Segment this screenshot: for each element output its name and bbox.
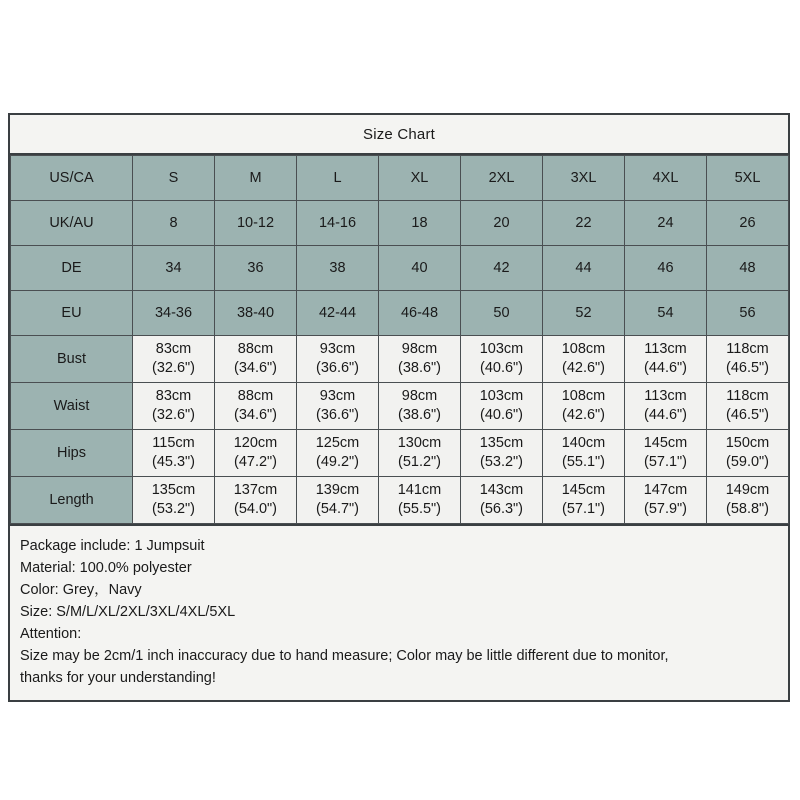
value-inch: (57.9") (643, 501, 688, 517)
table-cell: 52 (543, 291, 625, 336)
table-cell: 10-12 (215, 201, 297, 246)
value-inch: (44.6") (643, 407, 688, 423)
value-cm: 145cm (643, 435, 688, 452)
table-cell: 40 (379, 246, 461, 291)
value-inch: (55.5") (397, 501, 442, 517)
value-inch: (44.6") (643, 360, 688, 376)
table-cell (133, 336, 215, 383)
value-cm: 130cm (397, 435, 442, 452)
table-cell: 3XL (543, 156, 625, 201)
table-row (11, 477, 789, 524)
value-inch: (58.8") (725, 501, 770, 517)
table-row (11, 430, 789, 477)
value-cm: 120cm (233, 435, 278, 452)
value-inch: (45.3") (151, 454, 196, 470)
table-cell (543, 336, 625, 383)
value-cm: 147cm (643, 482, 688, 499)
table-cell: 34-36 (133, 291, 215, 336)
value-inch: (40.6") (479, 407, 524, 423)
table-cell: 18 (379, 201, 461, 246)
table-cell: 38-40 (215, 291, 297, 336)
table-row (11, 156, 789, 201)
value-cm: 88cm (237, 341, 274, 358)
value-inch: (47.2") (233, 454, 278, 470)
note-color: Color: Grey，Navy (20, 582, 142, 599)
table-cell (133, 430, 215, 477)
table-cell (379, 383, 461, 430)
table-cell (133, 477, 215, 524)
value-cm: 83cm (155, 341, 192, 358)
value-cm: 118cm (726, 341, 769, 358)
value-inch: (59.0") (725, 454, 770, 470)
table-cell (543, 383, 625, 430)
table-cell: 5XL (707, 156, 789, 201)
table-cell (625, 477, 707, 524)
row-label: Waist (11, 383, 133, 430)
size-chart-body (11, 156, 789, 524)
table-cell (707, 336, 789, 383)
table-cell: 36 (215, 246, 297, 291)
value-cm: 145cm (561, 482, 606, 499)
value-inch: (40.6") (479, 360, 524, 376)
value-cm: 143cm (479, 482, 524, 499)
note-disclaimer-line2: thanks for your understanding! (20, 670, 216, 687)
table-cell (297, 430, 379, 477)
size-chart-table (10, 155, 789, 524)
table-cell: 46-48 (379, 291, 461, 336)
table-cell (625, 383, 707, 430)
value-inch: (49.2") (315, 454, 360, 470)
size-chart-container (8, 113, 790, 702)
table-cell (215, 336, 297, 383)
table-cell: 42 (461, 246, 543, 291)
value-cm: 98cm (401, 341, 438, 358)
table-row (11, 383, 789, 430)
row-label: Bust (11, 336, 133, 383)
value-inch: (54.0") (233, 501, 278, 517)
table-row (11, 336, 789, 383)
table-cell: 46 (625, 246, 707, 291)
table-cell (133, 383, 215, 430)
table-cell (379, 336, 461, 383)
table-cell (379, 477, 461, 524)
value-inch: (42.6") (561, 360, 606, 376)
value-cm: 93cm (319, 388, 356, 405)
table-cell (625, 430, 707, 477)
table-cell: 14-16 (297, 201, 379, 246)
table-cell (215, 383, 297, 430)
note-attention-heading: Attention: (20, 626, 82, 643)
table-cell (461, 430, 543, 477)
table-cell (707, 383, 789, 430)
table-cell: 44 (543, 246, 625, 291)
table-cell (543, 430, 625, 477)
page-title: Size Chart (362, 125, 436, 143)
row-label: Hips (11, 430, 133, 477)
product-notes (10, 524, 788, 700)
table-cell (215, 430, 297, 477)
value-inch: (46.5") (725, 360, 770, 376)
value-inch: (53.2") (479, 454, 524, 470)
table-cell: 48 (707, 246, 789, 291)
table-cell (461, 383, 543, 430)
value-cm: 93cm (319, 341, 356, 358)
value-cm: 88cm (237, 388, 274, 405)
value-cm: 108cm (561, 341, 606, 358)
row-label: US/CA (11, 156, 133, 201)
value-inch: (57.1") (561, 501, 606, 517)
table-cell (707, 430, 789, 477)
value-cm: 118cm (726, 388, 769, 405)
row-label: Length (11, 477, 133, 524)
value-inch: (38.6") (397, 407, 442, 423)
value-cm: 139cm (315, 482, 360, 499)
table-cell: 54 (625, 291, 707, 336)
value-inch: (34.6") (233, 407, 278, 423)
value-cm: 115cm (152, 435, 195, 452)
value-cm: 113cm (644, 341, 687, 358)
table-cell: 22 (543, 201, 625, 246)
table-cell: 26 (707, 201, 789, 246)
value-cm: 135cm (151, 482, 196, 499)
value-cm: 140cm (561, 435, 606, 452)
table-cell: 8 (133, 201, 215, 246)
value-inch: (55.1") (561, 454, 606, 470)
row-label: UK/AU (11, 201, 133, 246)
table-cell: 4XL (625, 156, 707, 201)
table-cell: 42-44 (297, 291, 379, 336)
table-cell (625, 336, 707, 383)
value-cm: 150cm (725, 435, 770, 452)
value-cm: 98cm (401, 388, 438, 405)
table-row (11, 291, 789, 336)
table-cell (461, 336, 543, 383)
value-inch: (51.2") (397, 454, 442, 470)
value-inch: (36.6") (315, 407, 360, 423)
table-cell (461, 477, 543, 524)
table-cell: L (297, 156, 379, 201)
table-cell (543, 477, 625, 524)
value-inch: (53.2") (151, 501, 196, 517)
table-cell (297, 336, 379, 383)
row-label: EU (11, 291, 133, 336)
table-cell (379, 430, 461, 477)
value-cm: 125cm (315, 435, 360, 452)
table-cell (707, 477, 789, 524)
value-inch: (57.1") (643, 454, 688, 470)
table-cell: 38 (297, 246, 379, 291)
value-inch: (54.7") (315, 501, 360, 517)
table-cell: XL (379, 156, 461, 201)
value-cm: 135cm (479, 435, 524, 452)
note-disclaimer-line1: Size may be 2cm/1 inch inaccuracy due to hand measure; Color may be little different due to monitor, (20, 648, 669, 665)
value-inch: (42.6") (561, 407, 606, 423)
note-material: Material: 100.0% polyester (20, 560, 192, 577)
table-row (11, 246, 789, 291)
value-inch: (36.6") (315, 360, 360, 376)
table-cell: S (133, 156, 215, 201)
value-inch: (32.6") (151, 407, 196, 423)
table-cell (297, 383, 379, 430)
value-cm: 103cm (479, 388, 524, 405)
note-size: Size: S/M/L/XL/2XL/3XL/4XL/5XL (20, 604, 236, 621)
table-cell: M (215, 156, 297, 201)
table-row (11, 201, 789, 246)
value-cm: 113cm (644, 388, 687, 405)
value-cm: 141cm (397, 482, 442, 499)
value-cm: 149cm (725, 482, 770, 499)
table-cell: 34 (133, 246, 215, 291)
row-label: DE (11, 246, 133, 291)
table-cell: 24 (625, 201, 707, 246)
table-cell: 56 (707, 291, 789, 336)
value-inch: (46.5") (725, 407, 770, 423)
value-inch: (34.6") (233, 360, 278, 376)
value-cm: 108cm (561, 388, 606, 405)
table-cell (215, 477, 297, 524)
value-cm: 83cm (155, 388, 192, 405)
value-inch: (32.6") (151, 360, 196, 376)
table-cell (297, 477, 379, 524)
table-cell: 2XL (461, 156, 543, 201)
value-cm: 103cm (479, 341, 524, 358)
size-chart-title-bar (10, 115, 788, 155)
value-cm: 137cm (233, 482, 278, 499)
table-cell: 50 (461, 291, 543, 336)
note-package: Package include: 1 Jumpsuit (20, 538, 205, 554)
value-inch: (56.3") (479, 501, 524, 517)
table-cell: 20 (461, 201, 543, 246)
value-inch: (38.6") (397, 360, 442, 376)
